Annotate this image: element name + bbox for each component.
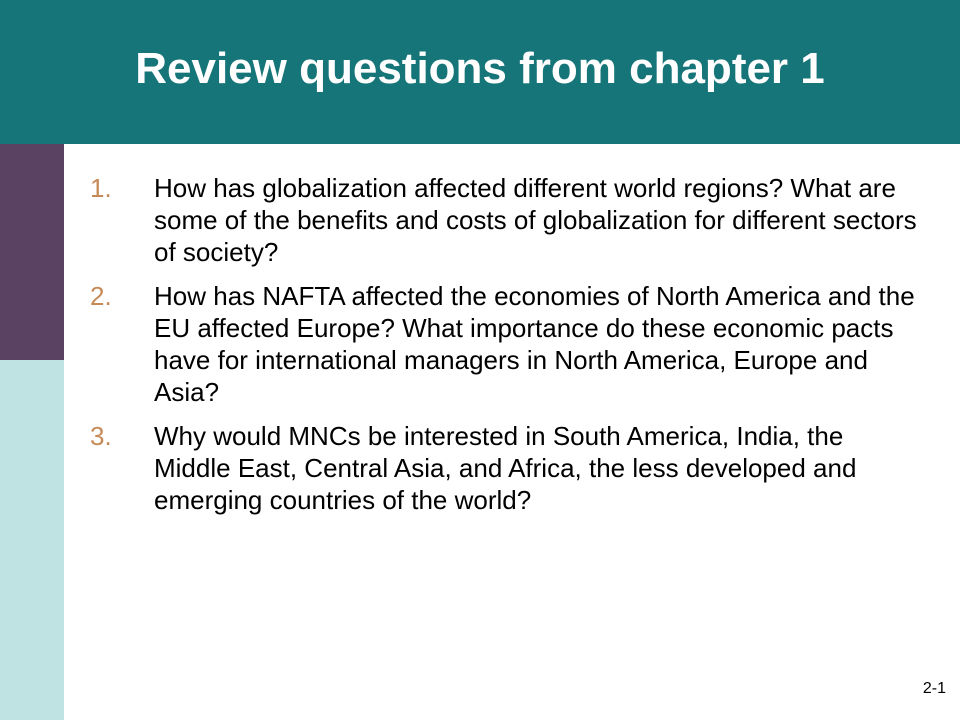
page-number: 2-1: [922, 680, 946, 697]
question-text: Why would MNCs be interested in South America, India, the Middle East, Central Asia, and Africa, the less developed and emerging countries of the world?: [154, 421, 857, 515]
side-band-bottom: [0, 360, 64, 720]
question-item: [90, 420, 920, 516]
slide-title: Review questions from chapter 1: [135, 44, 825, 93]
question-text: How has globalization affected different world regions? What are some of the benefits and costs of globalization for different sectors of society?: [154, 173, 917, 267]
question-text: How has NAFTA affected the economies of North America and the EU affected Europe? What importance do these economic pacts have for international managers in North America, Europe and Asia?: [154, 281, 915, 407]
question-number: 2.: [90, 281, 112, 311]
side-band-top: [0, 144, 64, 360]
question-number: 1.: [90, 173, 112, 203]
question-list: [90, 172, 920, 528]
question-item: [90, 280, 920, 408]
question-item: [90, 172, 920, 268]
title-bar: [0, 0, 960, 144]
question-number: 3.: [90, 421, 112, 451]
